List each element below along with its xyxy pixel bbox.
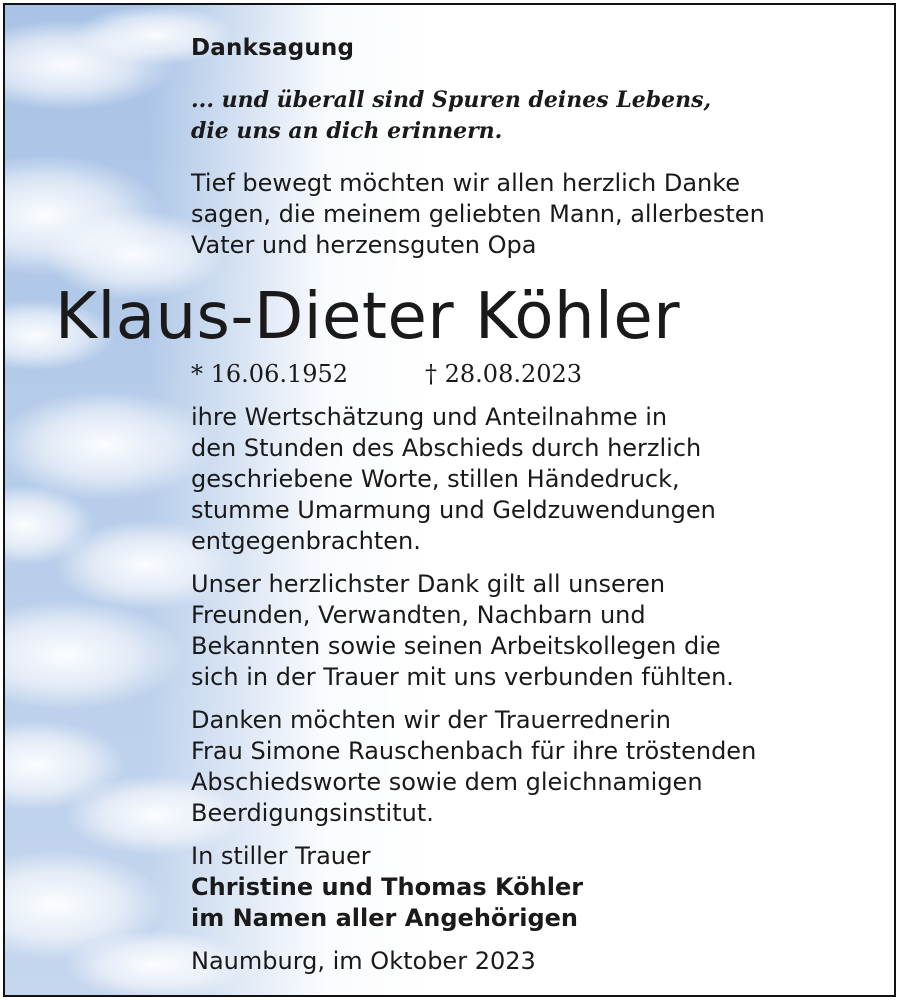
paragraph-line: sich in der Trauer mit uns verbunden fühlten.: [191, 663, 734, 691]
signature-names: Christine und Thomas Köhler: [191, 873, 584, 901]
place-date: Naumburg, im Oktober 2023: [191, 947, 536, 975]
signature-block: [191, 841, 583, 934]
quote-line: ... und überall sind Spuren deines Lebens,: [191, 87, 712, 113]
paragraph-line: Frau Simone Rauschenbach für ihre tröstenden: [191, 737, 757, 765]
paragraph-line: Unser herzlichster Dank gilt all unseren: [191, 570, 666, 598]
quote-line: die uns an dich erinnern.: [191, 118, 503, 144]
paragraph-line: entgegenbrachten.: [191, 527, 421, 555]
paragraph-1: [191, 402, 716, 557]
paragraph-line: Abschiedsworte sowie dem gleichnamigen: [191, 768, 703, 796]
intro-line: Tief bewegt möchten wir allen herzlich Danke: [191, 169, 741, 197]
signature-intro: In stiller Trauer: [191, 842, 371, 870]
paragraph-line: stumme Umarmung und Geldzuwendungen: [191, 496, 716, 524]
quote: [191, 85, 711, 147]
birth-date: * 16.06.1952: [191, 360, 349, 388]
paragraph-3: [191, 705, 756, 829]
signature-names: im Namen aller Angehörigen: [191, 904, 579, 932]
paragraph-line: Danken möchten wir der Trauerrednerin: [191, 706, 672, 734]
death-date: † 28.08.2023: [425, 360, 583, 388]
heading-danksagung: Danksagung: [191, 35, 355, 61]
paragraph-line: ihre Wertschätzung und Anteilnahme in: [191, 403, 668, 431]
paragraph-line: Bekannten sowie seinen Arbeitskollegen die: [191, 632, 721, 660]
deceased-name: Klaus-Dieter Köhler: [55, 280, 680, 354]
paragraph-line: Beerdigungsinstitut.: [191, 799, 434, 827]
paragraph-2: [191, 569, 734, 693]
paragraph-line: den Stunden des Abschieds durch herzlich: [191, 434, 702, 462]
obituary-card: [3, 3, 896, 997]
intro-line: sagen, die meinem geliebten Mann, allerbesten: [191, 200, 765, 228]
intro-line: Vater und herzensguten Opa: [191, 231, 537, 259]
paragraph-line: Freunden, Verwandten, Nachbarn und: [191, 601, 646, 629]
intro-paragraph: [191, 168, 765, 261]
paragraph-line: geschriebene Worte, stillen Händedruck,: [191, 465, 680, 493]
